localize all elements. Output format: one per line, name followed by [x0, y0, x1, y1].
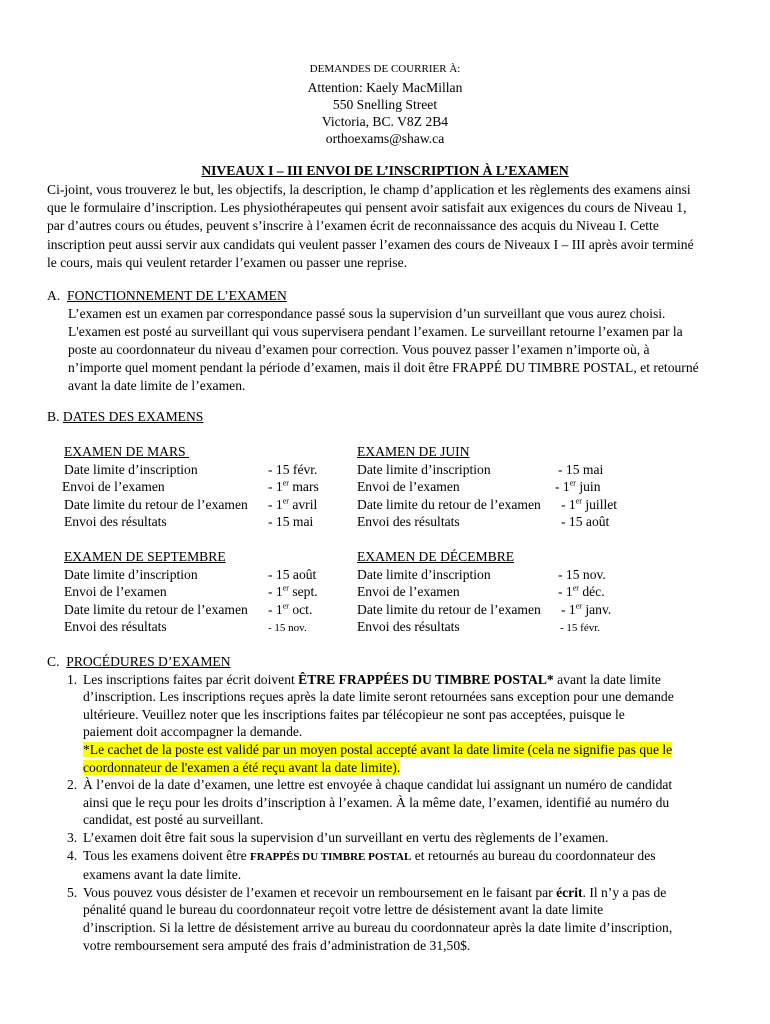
item-emphasis: FRAPPÉS DU TIMBRE POSTAL: [250, 850, 412, 863]
exam-row: [357, 583, 611, 601]
exam-row-value: - 15 mai: [558, 461, 604, 477]
exam-row-label: Date limite du retour de l’examen: [64, 601, 248, 617]
exam-row: [64, 461, 319, 479]
section-a-line: n’importe quel moment pendant la période d’examen, mais il doit être FRAPPÉ DU TIMBRE POSTAL, et retourné: [68, 359, 699, 375]
exam-title: EXAMEN DE DÉCEMBRE: [357, 549, 515, 564]
section-c-title: PROCÉDURES D’EXAMEN: [66, 654, 231, 669]
item-line: votre remboursement sera amputé des frais d’administration de 31,50$.: [83, 937, 471, 953]
exam-row: [357, 566, 611, 584]
item-text: Tous les examens doivent être: [83, 847, 251, 863]
procedure-item-2: [47, 776, 722, 829]
item-text: Vous pouvez vous désister de l’examen et recevoir un remboursement en le faisant par: [83, 884, 557, 900]
item-line: ainsi que le reçu pour les droits d’inscription à l’examen. À la même date, l’examen, identifié au numéro du: [83, 794, 670, 810]
item-emphasis: écrit: [556, 884, 583, 900]
section-b-label: B.: [47, 409, 63, 424]
exam-row-label: Date limite d’inscription: [357, 566, 491, 582]
exam-row-value-month: avril: [288, 496, 318, 512]
item-line: À l’envoi de la date d’examen, une lettre est envoyée à chaque candidat lui assignant un numéro de candidat: [83, 777, 673, 793]
section-a-heading: [47, 287, 757, 305]
exam-row-value-num: - 1: [558, 584, 573, 600]
intro-paragraph: [47, 181, 742, 272]
section-a-line: avant la date limite de l’examen.: [68, 377, 246, 393]
exam-row-value-num: - 1: [268, 601, 283, 617]
exam-row-value-sup: er: [575, 601, 582, 611]
exam-row: [357, 461, 617, 479]
item-number: 4.: [67, 847, 78, 863]
exam-row-label: Date limite d’inscription: [64, 566, 198, 582]
section-c-heading: [47, 653, 722, 671]
procedure-item-4: [47, 847, 722, 884]
item-line: [83, 671, 722, 689]
email-line: orthoexams@shaw.ca: [325, 131, 445, 146]
exam-row-value-sup: er: [282, 496, 289, 506]
mailing-address: [0, 62, 770, 147]
item-text: Les inscriptions faites par écrit doivent: [83, 671, 299, 687]
item-line: d’inscription. Si la lettre de désistement arrive au bureau du coordonnateur après la date limite d’inscription,: [83, 919, 673, 935]
exam-row: [64, 618, 318, 638]
exam-row: [64, 583, 318, 601]
item-number: 3.: [67, 829, 78, 845]
section-a-line: poste au coordonnateur du niveau d’examen pour correction. Vous pouvez passer l’examen n’importe où, à: [68, 341, 650, 357]
exam-title: EXAMEN DE JUIN: [357, 444, 470, 459]
exam-row-label: Envoi des résultats: [357, 619, 460, 635]
intro-line: Ci-joint, vous trouverez le but, les objectifs, la description, le champ d’application et les règlements des examens ainsi: [47, 182, 691, 197]
exam-row-value: - 15 févr.: [268, 461, 318, 477]
intro-line: que le formulaire d’inscription. Les physiothérapeutes qui pensent avoir satisfait aux exigences du cours de Niveau 1,: [47, 200, 687, 216]
exam-row-value: [561, 496, 617, 514]
item-line: candidat, est posté au surveillant.: [83, 812, 264, 828]
intro-line: par d’autres cours ou études, peuvent s’inscrire à l’examen écrit de reconnaissance des acquis du Niveau I. Cette: [47, 218, 659, 234]
exam-title: EXAMEN DE SEPTEMBRE: [64, 549, 226, 564]
exam-row: [357, 601, 611, 619]
section-b-title: DATES DES EXAMENS: [62, 409, 204, 424]
exam-row-label: Date limite d’inscription: [64, 461, 198, 477]
exam-row: [64, 513, 319, 531]
exam-row-value-sup: er: [569, 478, 576, 488]
exam-row-label: Date limite d’inscription: [357, 461, 491, 477]
exam-block-september: [64, 548, 318, 638]
exam-row-value: - 15 août: [561, 514, 610, 530]
exam-row-label: Date limite du retour de l’examen: [64, 496, 248, 512]
exam-row-label: Envoi des résultats: [64, 514, 167, 530]
item-text: avant la date limite: [553, 671, 661, 687]
exam-row-label: Envoi de l’examen: [62, 479, 165, 495]
section-a-line: L'examen est posté au surveillant qui vous supervisera pendant l’examen. Le surveillant retourne l’examen par la: [68, 323, 683, 339]
exam-row-value-month: oct.: [288, 601, 313, 617]
item-line: pénalité quand le bureau du coordonnateur reçoit votre lettre de désistement avant la date limite: [83, 902, 604, 918]
item-line: L’examen doit être fait sous la supervision d’un surveillant en vertu des règlements de l’examen.: [83, 829, 609, 845]
exam-row-value: [555, 478, 601, 496]
exam-row-value-num: - 1: [561, 496, 576, 512]
highlight-line: coordonnateur de l'examen a été reçu avant la date limite).: [83, 759, 401, 775]
item-text: et retournés au bureau du coordonnateur des: [411, 847, 656, 863]
exam-row-label: Envoi de l’examen: [64, 584, 167, 600]
exam-row-label: Envoi de l’examen: [357, 479, 460, 495]
exam-row-label: Envoi de l’examen: [357, 584, 460, 600]
exam-row-value-num: - 1: [268, 496, 283, 512]
attention-line: Attention: Kaely MacMillan: [307, 80, 463, 95]
exam-row-value-sup: er: [282, 601, 289, 611]
item-line: [83, 847, 722, 867]
item-emphasis: ÊTRE FRAPPÉES DU TIMBRE POSTAL*: [298, 671, 554, 687]
section-b-heading: [47, 408, 203, 426]
item-text: . Il n’y a pas de: [582, 884, 667, 900]
exam-row-value-num: - 1: [555, 479, 570, 495]
section-c: [47, 653, 722, 954]
exam-row: [64, 601, 318, 619]
procedure-item-1: [47, 671, 722, 777]
exam-row-value-month: juillet: [581, 496, 618, 512]
exam-row-value-num: - 1: [561, 601, 576, 617]
exam-row-value: - 15 nov.: [268, 622, 307, 635]
exam-row: [64, 478, 319, 496]
procedure-item-3: [47, 829, 722, 847]
section-a: [47, 287, 757, 394]
item-number: 1.: [67, 671, 78, 687]
item-line: paiement doit accompagner la demande.: [83, 724, 303, 740]
exam-row: [357, 513, 617, 531]
exam-row-value: - 15 mai: [268, 514, 314, 530]
intro-line: inscription peut aussi servir aux candidats qui veulent passer l’examen des cours de Niveaux I – III après avoir terminé: [47, 236, 694, 252]
exam-row: [64, 496, 319, 514]
item-number: 5.: [67, 884, 78, 900]
exam-block-june: [357, 443, 617, 531]
item-number: 2.: [67, 777, 78, 793]
exam-row-value-month: mars: [288, 479, 319, 495]
highlight-line: *Le cachet de la poste est validé par un moyen postal accepté avant la date limite (cela ne signifie pas que le: [83, 741, 673, 757]
item-line: d’inscription. Les inscriptions reçues après la date limite seront retournées sans exception pour une demande: [83, 689, 674, 705]
exam-row-value-num: - 1: [268, 479, 283, 495]
exam-row-value-sup: er: [572, 583, 579, 593]
exam-row-value: - 15 août: [268, 566, 317, 582]
highlight-note: [83, 741, 722, 776]
exam-row-label: Envoi des résultats: [357, 514, 460, 530]
exam-row: [357, 496, 617, 514]
exam-row-value: [268, 496, 317, 514]
exam-row: [64, 566, 318, 584]
street-line: 550 Snelling Street: [332, 97, 438, 112]
section-c-label: C.: [47, 654, 67, 669]
exam-row-value-sup: er: [282, 478, 289, 488]
exam-row: [357, 478, 617, 496]
exam-row-value-sup: er: [575, 496, 582, 506]
exam-row-value: [268, 601, 312, 619]
exam-row-value: - 15 févr.: [560, 622, 601, 635]
exam-row-value-sup: er: [282, 583, 289, 593]
exam-title: EXAMEN DE MARS: [64, 444, 189, 459]
mail-to-label: DEMANDES DE COURRIER À:: [309, 63, 461, 75]
exam-row-label: Date limite du retour de l’examen: [357, 601, 541, 617]
exam-row-value-num: - 1: [268, 584, 283, 600]
exam-row-value-month: sept.: [288, 584, 318, 600]
exam-row-value: [558, 583, 605, 601]
exam-row-label: Envoi des résultats: [64, 619, 167, 635]
item-line: examens avant la date limite.: [83, 867, 242, 883]
city-line: Victoria, BC. V8Z 2B4: [321, 114, 449, 129]
exam-row-value: [268, 478, 319, 496]
exam-row-value: - 15 nov.: [558, 566, 606, 582]
intro-line: le cours, mais qui veulent retarder l’examen ou passer une reprise.: [47, 254, 408, 270]
exam-row-value-month: déc.: [578, 584, 605, 600]
exam-row: [357, 618, 611, 638]
section-a-title: FONCTIONNEMENT DE L’EXAMEN: [67, 288, 287, 303]
exam-row-value-month: janv.: [581, 601, 612, 617]
section-a-label: A.: [47, 288, 68, 303]
section-a-line: L’examen est un examen par correspondance passé sous la supervision d’un surveillant que vous aurez choisi.: [68, 305, 666, 321]
item-line: ultérieure. Veuillez noter que les inscriptions faites par télécopieur ne sont pas acceptées, puisque le: [83, 706, 625, 722]
exam-row-value: [268, 583, 318, 601]
procedure-item-5: [47, 884, 722, 954]
document-title: NIVEAUX I – III ENVOI DE L’INSCRIPTION À L’EXAMEN: [201, 163, 569, 178]
exam-block-march: [64, 443, 319, 531]
item-line: [83, 884, 722, 902]
exam-row-label: Date limite du retour de l’examen: [357, 496, 541, 512]
exam-row-value-month: juin: [575, 479, 601, 495]
exam-row-value: [561, 601, 611, 619]
exam-block-december: [357, 548, 611, 638]
